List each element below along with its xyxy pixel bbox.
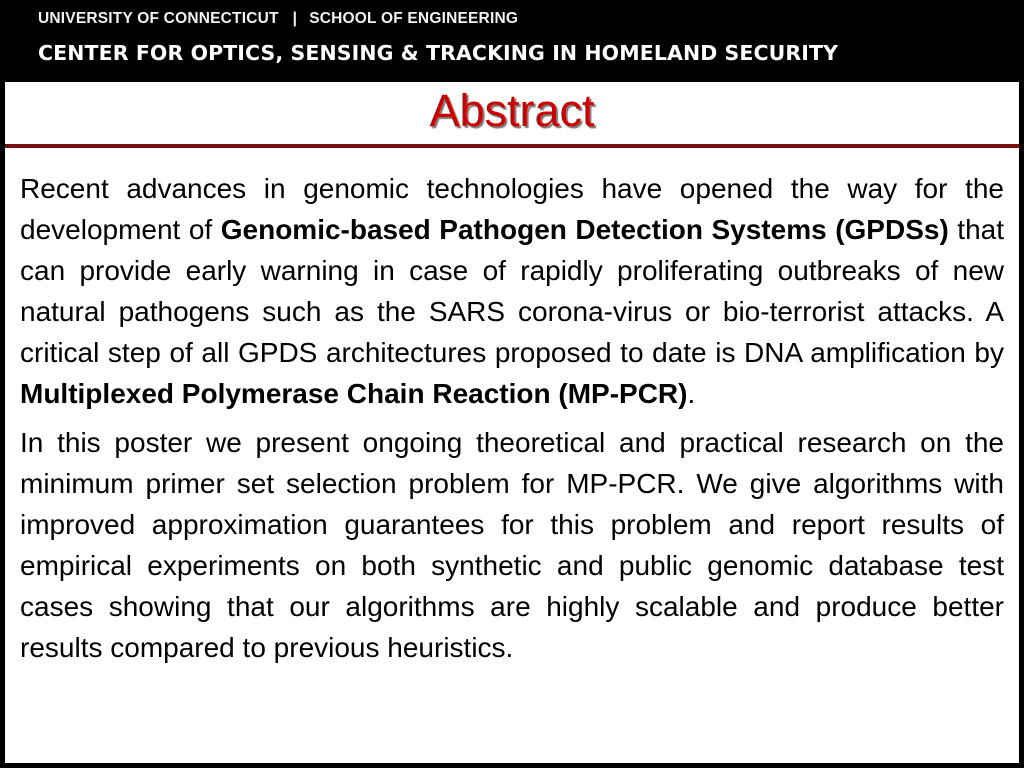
abstract-paragraph-2: In this poster we present ongoing theoretical and practical research on the minimum primer set selection problem for MP-PCR. We give algorithms with improved approximation guarantees for this problem and report results of empirical experiments on both synthetic and public genomic database test cases showing that our algorithms are highly scalable and produce better results compared to previous heuristics.	[20, 427, 1004, 663]
university-name: UNIVERSITY OF CONNECTICUT	[38, 10, 279, 27]
header-separator: |	[292, 10, 298, 27]
paragraph-1-end: .	[687, 378, 696, 409]
center-name: CENTER FOR OPTICS, SENSING & TRACKING IN HOMELAND SECURITY	[38, 41, 839, 65]
abstract-paragraph-1	[20, 168, 1004, 414]
header-institution-line	[38, 10, 518, 28]
title-divider	[5, 144, 1019, 148]
header-banner	[0, 0, 1024, 82]
mp-pcr-term: Multiplexed Polymerase Chain Reaction (MP-PCR)	[20, 378, 688, 409]
gpds-term: Genomic-based Pathogen Detection Systems (GPDSs)	[220, 214, 949, 245]
paragraph-1-text-b: that can provide early warning in case of rapidly proliferating outbreaks of new natural pathogens such as the SARS corona-virus or bio-terrorist attacks. A critical step of all GPDS architectures proposed to date is DNA amplification by	[20, 214, 1005, 368]
school-name: SCHOOL OF ENGINEERING	[309, 10, 519, 27]
paragraph-1-text-a: Recent advances in genomic technologies have opened the way for the development of	[20, 173, 1004, 245]
abstract-body	[20, 168, 1004, 668]
slide-title: Abstract	[429, 85, 595, 136]
